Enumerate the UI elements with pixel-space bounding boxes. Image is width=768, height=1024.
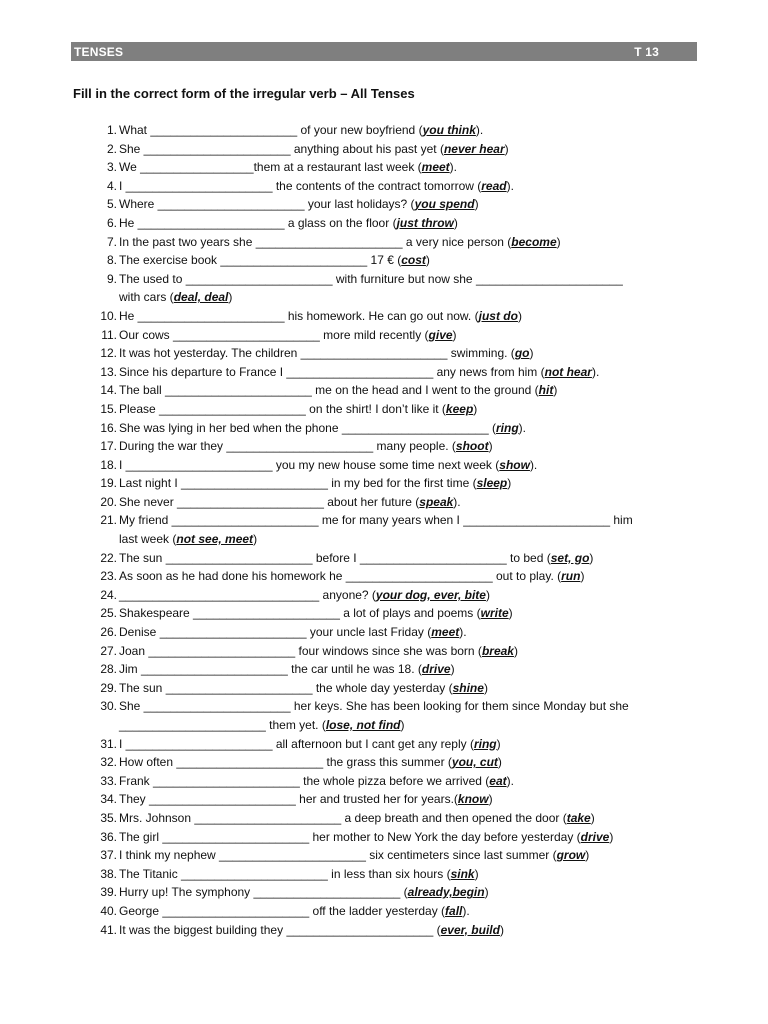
verb-hint: you, cut [451,755,498,770]
verb-hint: your dog, ever, bite [375,587,486,602]
item-number: 12. [100,346,117,361]
item-sentence [119,493,711,512]
sentence-end: ) [508,606,513,621]
header-topic: TENSES [74,44,124,59]
item-number: 17. [100,439,117,454]
exercise-item [91,437,711,456]
sentence-text: During the war they ______________________ many people. ( [119,439,456,454]
exercise-item [91,140,711,159]
item-number: 3. [106,160,117,175]
item-number: 32. [100,755,117,770]
sentence-text: with cars ( [119,290,174,305]
sentence-end: ) [474,866,479,881]
item-sentence [119,140,711,159]
exercise-item [91,419,711,438]
item-sentence [119,121,711,140]
item-sentence [119,772,711,791]
sentence-text: Last night I ______________________ in my bed for the first time ( [119,476,477,491]
sentence-text: The girl ______________________ her mother to New York the day before yesterday ( [119,829,581,844]
sentence-end: ) [499,922,504,937]
exercise-item [91,456,711,475]
sentence-end: ) [488,439,493,454]
sentence-end: ). [506,178,514,193]
item-sentence [119,251,711,270]
exercise-item [91,921,711,940]
sentence-end: ) [496,736,501,751]
item-number: 27. [100,643,117,658]
exercise-item [91,642,711,661]
sentence-end: ) [400,718,405,732]
exercise-item [91,660,711,679]
sentence-end: ). [591,364,600,379]
item-continuation [91,288,711,307]
item-number: 6. [106,215,117,230]
verb-hint: drive [421,662,451,677]
sentence-end: ) [529,346,534,361]
sentence-text: Jim ______________________ the car until he was 18. ( [119,662,422,677]
sentence-end: ). [453,494,461,509]
exercise-item [91,511,711,530]
exercise-item [91,809,711,828]
item-number: 38. [100,866,117,881]
sentence-end: ) [585,848,590,863]
item-number: 35. [100,810,117,825]
sentence-end: ) [473,401,478,416]
verb-hint: show [499,457,530,472]
item-sentence [119,883,711,902]
item-number: 4. [106,178,117,193]
exercise-item [91,251,711,270]
verb-hint: run [561,569,581,584]
item-number: 34. [100,792,117,807]
exercise-item [91,344,711,363]
exercise-item [91,753,711,772]
sentence-end: ) [513,643,518,658]
sentence-end: ) [517,308,522,323]
item-sentence [119,326,711,345]
item-sentence [119,381,711,400]
item-number: 23. [100,569,117,584]
page-header-bar [71,42,697,61]
item-continuation [91,530,711,549]
item-number: 24. [100,587,117,602]
exercise-item [91,195,711,214]
item-continuation [91,716,711,735]
item-sentence [119,549,711,568]
sentence-end: ) [485,587,490,602]
exercise-item [91,493,711,512]
item-sentence [119,790,711,809]
verb-hint: sink [450,866,475,881]
item-sentence [119,195,711,214]
verb-hint: take [566,810,591,825]
sentence-end: ) [609,829,614,844]
item-sentence [119,511,711,530]
sentence-text: I ______________________ the contents of the contract tomorrow ( [119,178,482,193]
sentence-text: ______________________ them yet. ( [119,718,326,732]
sentence-text: My friend ______________________ me for many years when I ______________________ him [119,513,633,528]
item-sentence [119,604,711,623]
exercise-item [91,883,711,902]
sentence-text: Where ______________________ your last holidays? ( [119,197,415,212]
exercise-item [91,679,711,698]
sentence-text: Hurry up! The symphony ______________________ ( [119,885,408,900]
exercise-item [91,121,711,140]
exercise-item [91,381,711,400]
verb-hint: grow [556,848,586,863]
verb-hint: hit [538,383,554,398]
sentence-end: ) [450,662,455,677]
item-number: 19. [100,476,117,491]
verb-hint: you think [422,123,476,137]
sentence-end: ) [484,885,489,900]
item-sentence [119,753,711,772]
sentence-text: It was hot yesterday. The children ______________________ swimming. ( [119,346,515,361]
sentence-text: Please ______________________ on the shirt! I don’t like it ( [119,401,446,416]
sentence-text: The exercise book ______________________ 17 € ( [119,253,402,268]
exercise-item [91,567,711,586]
sentence-end: ). [518,420,526,435]
worksheet-title: Fill in the correct form of the irregular verb – All Tenses [73,86,415,101]
item-sentence [119,642,711,661]
item-sentence [119,809,711,828]
exercise-item [91,158,711,177]
item-number: 8. [106,253,117,268]
verb-hint: cost [401,253,426,268]
item-sentence [119,623,711,642]
verb-hint: shoot [455,439,489,454]
sentence-text: The used to ______________________ with furniture but now she ______________________ [119,271,623,286]
sentence-end: ). [449,160,458,175]
exercise-item [91,697,711,716]
verb-hint: just throw [396,215,454,230]
exercise-item [91,828,711,847]
sentence-text: In the past two years she ______________________ a very nice person ( [119,234,512,249]
verb-hint: ever, build [440,922,500,937]
sentence-text: She ______________________ anything about his past yet ( [119,141,444,156]
verb-hint: become [511,234,557,249]
sentence-end: ). [462,903,470,918]
exercise-item [91,846,711,865]
exercise-item [91,902,711,921]
sentence-end: ). [459,625,467,640]
exercise-item [91,177,711,196]
sentence-text: They ______________________ her and trusted her for years.( [119,792,458,807]
item-number: 36. [100,829,117,844]
sentence-text: last week ( [119,532,177,547]
item-sentence [119,400,711,419]
sentence-text: Our cows ______________________ more mild recently ( [119,327,429,342]
sentence-end: ) [474,197,479,212]
item-sentence [119,921,711,940]
exercise-item [91,233,711,252]
verb-hint: lose, not find [325,718,401,732]
sentence-text: George ______________________ off the ladder yesterday ( [119,903,446,918]
verb-hint: drive [580,829,610,844]
verb-hint: set, go [550,550,590,565]
item-sentence [119,177,711,196]
sentence-end: ) [253,532,258,547]
sentence-text: We _________________them at a restaurant last week ( [119,160,422,175]
sentence-end: ) [590,810,595,825]
sentence-text: Denise ______________________ your uncle last Friday ( [119,625,432,640]
item-number: 11. [101,327,117,342]
verb-hint: know [457,792,489,807]
item-number: 39. [100,885,117,900]
sentence-text: I ______________________ all afternoon but I cant get any reply ( [119,736,474,751]
sentence-text: He ______________________ his homework. He can go out now. ( [119,308,479,323]
item-number: 14. [100,383,117,398]
sentence-end: ) [589,550,594,565]
verb-hint: break [481,643,514,658]
sentence-end: ). [529,457,538,472]
verb-hint: ring [473,736,497,751]
item-number: 18. [100,457,117,472]
sentence-text: ______________________________ anyone? ( [119,587,376,602]
item-sentence [119,828,711,847]
sentence-end: ) [507,476,512,491]
item-sentence [119,697,711,716]
exercise-item [91,474,711,493]
verb-hint: eat [489,773,507,788]
item-number: 41. [100,922,117,937]
verb-hint: already,begin [407,885,485,900]
item-sentence [119,214,711,233]
sentence-end: ) [556,234,561,249]
item-sentence [119,307,711,326]
sentence-text: As soon as he had done his homework he ______________________ out to play. ( [119,569,562,584]
item-number: 7. [106,234,117,249]
item-number: 31. [100,736,117,751]
item-sentence [119,270,711,289]
verb-hint: read [481,178,507,193]
item-number: 13. [100,364,117,379]
item-number: 20. [100,494,117,509]
sentence-text: What ______________________ of your new boyfriend ( [119,123,423,137]
exercise-item [91,623,711,642]
sentence-text: Since his departure to France I ______________________ any news from him ( [119,364,545,379]
sentence-text: Shakespeare ______________________ a lot of plays and poems ( [119,606,481,621]
sentence-text: She was lying in her bed when the phone ______________________ ( [119,420,496,435]
sentence-text: It was the biggest building they ______________________ ( [119,922,441,937]
sentence-end: ) [483,680,488,695]
item-number: 37. [100,848,117,863]
item-number: 1. [106,123,117,137]
item-number: 2. [106,141,117,156]
header-code: T 13 [634,44,659,59]
exercise-item [91,326,711,345]
verb-hint: sleep [476,476,508,491]
verb-hint: meet [431,625,460,640]
verb-hint: meet [421,160,450,175]
item-sentence [119,735,711,754]
exercise-item [91,604,711,623]
exercise-item [91,400,711,419]
item-sentence [119,567,711,586]
sentence-text: She never ______________________ about her future ( [119,494,420,509]
sentence-end: ) [580,569,585,584]
item-sentence [119,865,711,884]
item-number: 9. [106,271,117,286]
sentence-end: ) [488,792,493,807]
sentence-end: ) [228,290,233,305]
exercise-item [91,735,711,754]
exercise-item [91,270,711,289]
item-sentence [119,233,711,252]
item-sentence [119,363,711,382]
item-sentence [119,456,711,475]
verb-hint: speak [419,494,454,509]
item-number: 29. [100,680,117,695]
sentence-text: The sun ______________________ the whole day yesterday ( [119,680,453,695]
sentence-text: The sun ______________________ before I ______________________ to bed ( [119,550,551,565]
sentence-end: ) [452,327,457,342]
item-number: 16. [100,420,117,435]
item-sentence [119,158,711,177]
item-number: 10. [100,308,117,323]
item-number: 28. [100,662,117,677]
exercise-item [91,865,711,884]
exercise-item [91,586,711,605]
exercise-item [91,307,711,326]
item-number: 40. [100,903,117,918]
sentence-end: ). [475,123,484,137]
item-sentence [119,419,711,438]
verb-hint: ring [495,420,519,435]
item-number: 30. [100,699,117,714]
sentence-text: Joan ______________________ four windows since she was born ( [119,643,482,658]
sentence-text: Mrs. Johnson ______________________ a deep breath and then opened the door ( [119,810,567,825]
verb-hint: deal, deal [173,290,229,305]
item-sentence [119,902,711,921]
item-sentence [119,846,711,865]
sentence-text: Frank ______________________ the whole pizza before we arrived ( [119,773,490,788]
sentence-text: I ______________________ you my new house some time next week ( [119,457,500,472]
sentence-end: ) [497,755,502,770]
sentence-text: He ______________________ a glass on the floor ( [119,215,397,230]
sentence-end: ) [553,383,558,398]
sentence-end: ) [504,141,509,156]
item-sentence [119,679,711,698]
exercise-list [91,121,711,939]
verb-hint: not hear [544,364,592,379]
item-number: 5. [106,197,117,212]
item-sentence [119,586,711,605]
exercise-item [91,214,711,233]
exercise-item [91,363,711,382]
item-sentence [119,660,711,679]
verb-hint: fall [445,903,463,918]
verb-hint: never hear [443,141,505,156]
item-number: 15. [100,401,117,416]
item-sentence [119,344,711,363]
sentence-text: The ball ______________________ me on the head and I went to the ground ( [119,383,539,398]
sentence-end: ) [453,215,458,230]
exercise-item [91,790,711,809]
item-sentence [119,474,711,493]
verb-hint: give [428,327,453,342]
sentence-text: I think my nephew ______________________ six centimeters since last summer ( [119,848,557,863]
verb-hint: write [480,606,509,621]
sentence-text: How often ______________________ the grass this summer ( [119,755,452,770]
verb-hint: go [514,346,530,361]
verb-hint: just do [478,308,518,323]
exercise-item [91,549,711,568]
verb-hint: you spend [414,197,475,212]
item-sentence [119,437,711,456]
sentence-end: ) [425,253,430,268]
sentence-text: The Titanic ______________________ in less than six hours ( [119,866,451,881]
verb-hint: keep [445,401,474,416]
sentence-text: She ______________________ her keys. She has been looking for them since Monday but she [119,699,629,714]
verb-hint: not see, meet [176,532,254,547]
item-number: 33. [100,773,117,788]
sentence-end: ). [506,773,514,788]
item-number: 22. [100,550,117,565]
exercise-item [91,772,711,791]
item-number: 21. [100,513,117,528]
item-number: 25. [100,606,117,621]
item-number: 26. [100,625,117,640]
verb-hint: shine [452,680,484,695]
